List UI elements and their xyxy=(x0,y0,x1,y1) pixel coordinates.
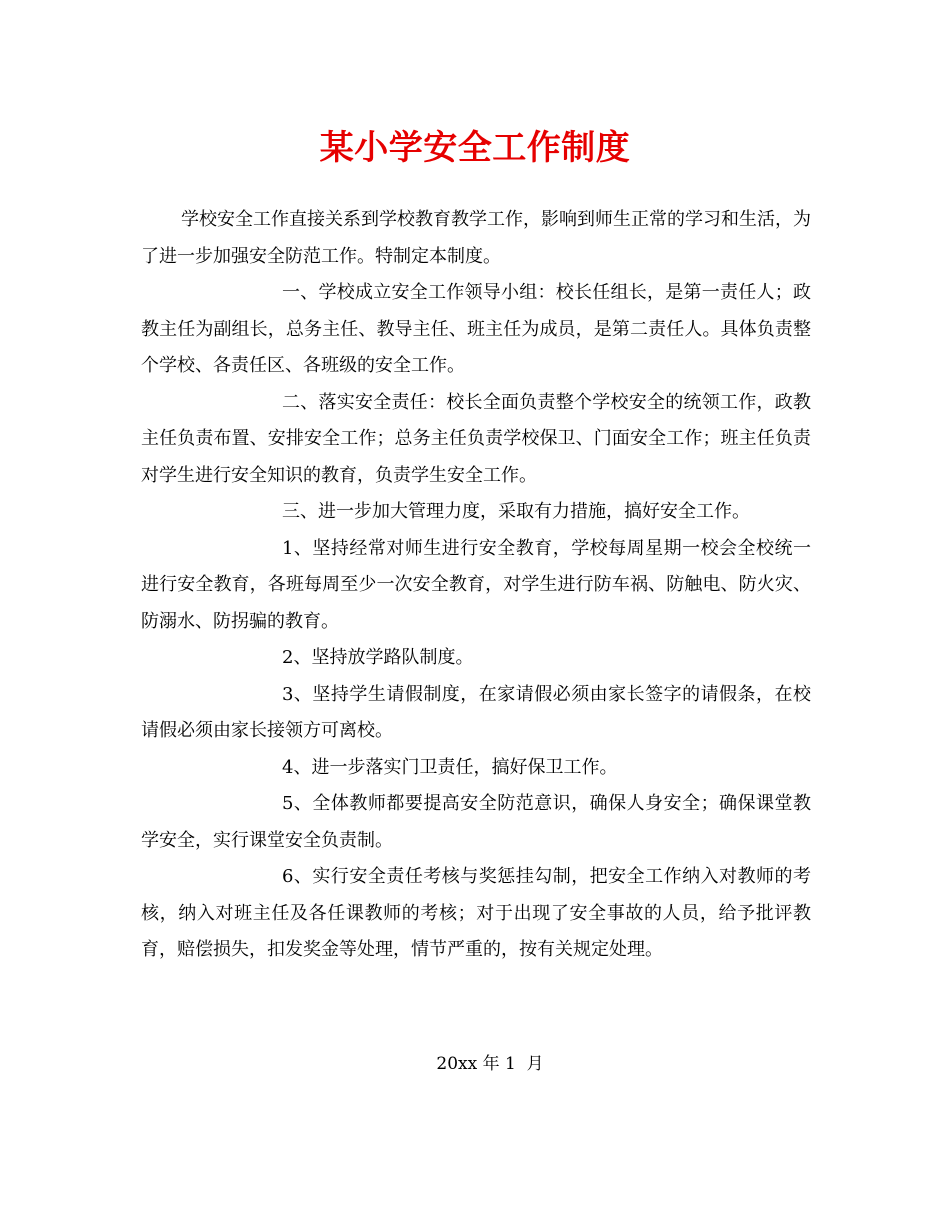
paragraph-intro: 学校安全工作直接关系到学校教育教学工作，影响到师生正常的学习和生活，为了进一步加强安全防范工作。特制定本制度。 xyxy=(141,209,811,267)
paragraph-section-3: 三、进一步加大管理力度，采取有力措施，搞好安全工作。 xyxy=(282,501,750,522)
paragraph-item-1: 1、坚持经常对师生进行安全教育，学校每周星期一校会全校统一进行安全教育，各班每周至少一次安全教育，对学生进行防车祸、防触电、防火灾、防溺水、防拐骗的教育。 xyxy=(141,537,811,632)
paragraph-item-5: 5、全体教师都要提高安全防范意识，确保人身安全；确保课堂教学安全，实行课堂安全负责制。 xyxy=(141,793,811,851)
document-title: 某小学安全工作制度 xyxy=(319,128,631,168)
paragraph-section-2: 二、落实安全责任：校长全面负责整个学校安全的统领工作，政教主任负责布置、安排安全工作；总务主任负责学校保卫、门面安全工作；班主任负责对学生进行安全知识的教育，负责学生安全工作。 xyxy=(141,391,811,486)
paragraph-item-3: 3、坚持学生请假制度，在家请假必须由家长签字的请假条，在校请假必须由家长接领方可离校。 xyxy=(141,683,811,741)
paragraph-item-6: 6、实行安全责任考核与奖惩挂勾制，把安全工作纳入对教师的考核，纳入对班主任及各任课教师的考核；对于出现了安全事故的人员，给予批评教育，赔偿损失，扣发奖金等处理，情节严重的，按有关规定处理。 xyxy=(141,866,811,960)
paragraph-item-4: 4、进一步落实门卫责任，搞好保卫工作。 xyxy=(282,756,618,778)
paragraph-item-2: 2、坚持放学路队制度。 xyxy=(282,647,474,668)
document-date: 20xx 年 1 月 xyxy=(436,1054,544,1074)
paragraph-section-1: 一、学校成立安全工作领导小组：校长任组长，是第一责任人；政教主任为副组长，总务主任、教导主任、班主任为成员，是第二责任人。具体负责整个学校、各责任区、各班级的安全工作。 xyxy=(141,282,811,376)
document-body xyxy=(141,202,811,969)
